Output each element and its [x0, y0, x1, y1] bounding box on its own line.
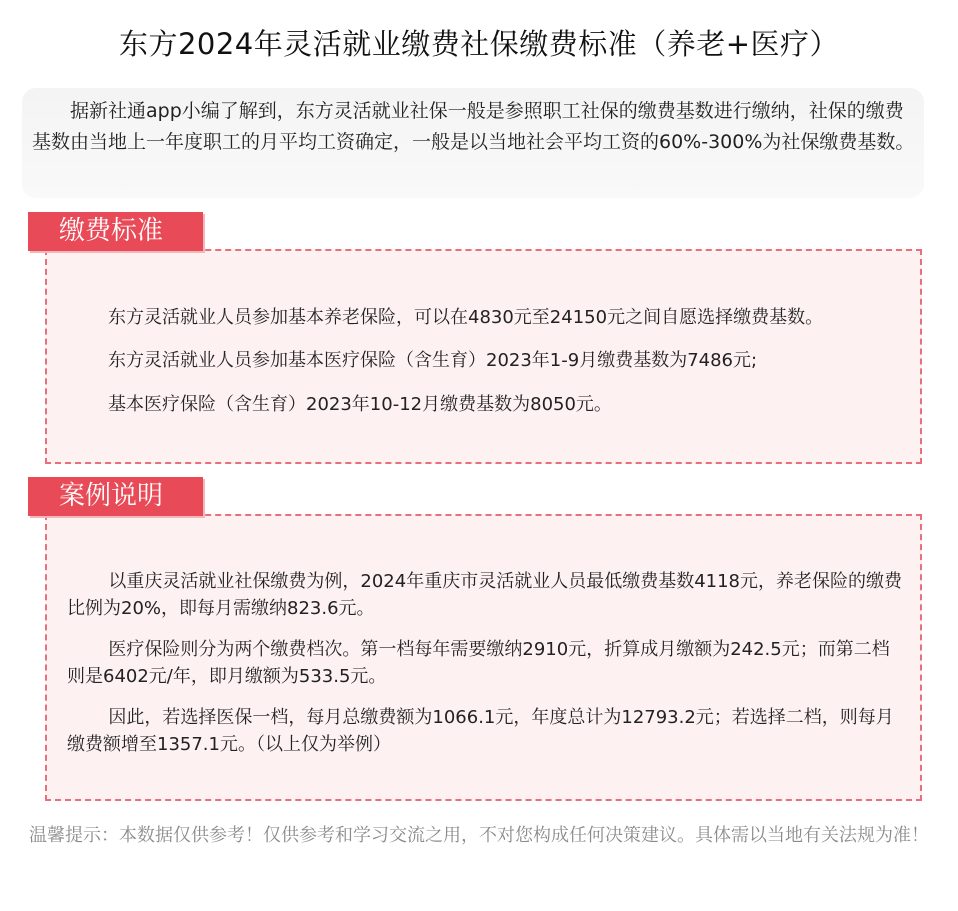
- section-example-box: [45, 514, 922, 801]
- intro-text: 据新社通app小编了解到，东方灵活就业社保一般是参照职工社保的缴费基数进行缴纳，社保的缴费基数由当地上一年度职工的月平均工资确定，一般是以当地社会平均工资的60%-300%为社保缴费基数。: [32, 100, 915, 153]
- section-example-heading: 案例说明: [28, 477, 203, 516]
- example-paragraph-total: 因此，若选择医保一档，每月总缴费额为1066.1元，年度总计为12793.2元；若选择二档，则每月缴费额增至1357.1元。（以上仅为举例）: [67, 707, 894, 755]
- standard-line-pension: 东方灵活就业人员参加基本养老保险，可以在4830元至24150元之间自愿选择缴费基数。: [108, 307, 824, 328]
- intro-box: [22, 88, 924, 198]
- standard-line-medical-2023-10-12: 基本医疗保险（含生育）2023年10-12月缴费基数为8050元。: [108, 394, 612, 415]
- page-title: 东方2024年灵活就业缴费社保缴费标准（养老+医疗）: [118, 27, 840, 61]
- example-paragraph-medical: 医疗保险则分为两个缴费档次。第一档每年需要缴纳2910元，折算成月缴额为242.5元；而第二档则是6402元/年，即月缴额为533.5元。: [67, 639, 890, 687]
- footer-tip: 温馨提示：本数据仅供参考！仅供参考和学习交流之用，不对您构成任何决策建议。具体需以当地有关法规为准！: [29, 825, 929, 846]
- section-standard-box: [45, 249, 922, 464]
- example-paragraph-pension: 以重庆灵活就业社保缴费为例，2024年重庆市灵活就业人员最低缴费基数4118元，养老保险的缴费比例为20%，即每月需缴纳823.6元。: [67, 571, 903, 619]
- standard-line-medical-2023-1-9: 东方灵活就业人员参加基本医疗保险（含生育）2023年1-9月缴费基数为7486元;: [108, 350, 758, 371]
- section-standard-heading: 缴费标准: [28, 212, 203, 251]
